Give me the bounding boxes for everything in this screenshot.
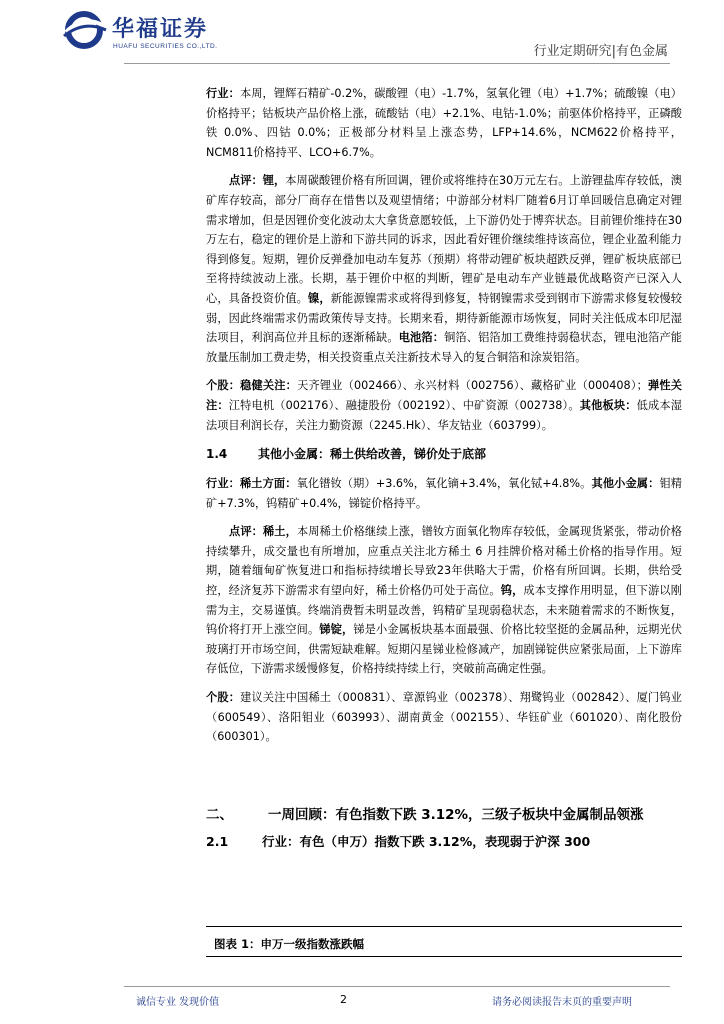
industry-text: 钼精矿+7.3%，钨精矿+0.4%，锑锭价格持平。 — [206, 477, 682, 510]
section-title: 行业：有色（申万）指数下跌 3.12%，表现弱于沪深 300 — [262, 834, 591, 849]
minor-stocks-paragraph — [206, 688, 682, 747]
industry-label: 行业： — [206, 87, 240, 100]
comment-text: 新能源镍需求或将得到修复，特钢镍需求受到钢市下游需求修复较慢较弱，因此终端需求仍需政策传导支持。长期来看，期待新能源市场恢复，同时关注低成本印尼湿法项目，利润高位并且标的逐渐稀缺。 — [206, 291, 682, 345]
figure-title: 图表 1：申万一级指数涨跌幅 — [214, 937, 365, 951]
industry-label: 行业： — [206, 477, 240, 491]
comment-label: 点评：稀土， — [229, 525, 297, 539]
section-heading-2-1 — [206, 832, 590, 850]
comment-text: 铜箔、铝箔加工费维持弱稳状态，锂电池箔产能放量压制加工费走势，相关投资重点关注新技术导入的复合铜箔和涂炭铝箔。 — [206, 331, 682, 364]
footer-slogan: 诚信专业 发现价值 — [136, 997, 220, 1008]
comment-text: 本周碳酸锂价格有所回调，锂价或将维持在30万元左右。上游锂盐库存较低，澳矿库存较高，部分厂商存在惜售以及观望情绪；中游部分材料厂随着6月订单回暖信息确定对锂需求增加，但是因锂价变化波动太大拿货意愿较低，上下游仍处于博弈状态。目前锂价维持在30万左右，稳定的锂价是上游和下游共同的诉求，因此看好锂价继续维持该高位，锂企业盈利能力得到修复。短期，锂价反弹叠加电动车复苏（预期）将带动锂矿板块超跌反弹，锂矿板块底部已至将持续波动上涨。长期，基于锂价中枢的判断，锂矿是电动车产业链最优战略资产已深入人心，具备投资价值。 — [206, 174, 682, 305]
industry-text: 氧化镨钕（期）+3.6%，氧化镝+3.4%，氧化铽+4.8%。 — [296, 477, 592, 491]
figure-title-rule — [206, 956, 682, 957]
comment-text: 本周稀土价格继续上涨，镨钕方面氧化物库存较低，金属现货紧张，带动价格持续攀升，成交量也有所增加，应重点关注北方稀土 6 月挂牌价格对稀土价格的指导作用。短期，随着缅甸矿恢复进口和指标持续增长导致23年供略大于需，价格有所回调。长期，供给受控，经济复苏下游需求有望向好，稀土价格仍可处于高位。 — [206, 525, 682, 598]
page-header — [0, 0, 724, 70]
figure-top-rule — [206, 926, 682, 927]
lithium-stocks-paragraph — [206, 376, 682, 435]
main-content — [206, 84, 682, 756]
comment-text: 成本支撑作用明显，但下游以刚需为主，交易谨慎。终端消费暂未明显改善，钨精矿呈现弱稳状态，未来随着需求的不断恢复，钨价将打开上涨空间。 — [206, 584, 682, 637]
tungsten-label: 钨， — [500, 584, 524, 598]
other-sector-label: 其他板块： — [579, 398, 637, 412]
steady-label: 稳健关注： — [240, 379, 298, 393]
industry-text: 本周，锂辉石精矿-0.2%，碳酸锂（电）-1.7%，氢氧化锂（电）+1.7%；硫酸镍（电）价格持平；钴板块产品价格上涨，硫酸钴（电）+2.1%、电钴-1.0%；前驱体价格持平，正磷酸铁 0.0%、四钴 0.0%；正极部分材料呈上涨态势，LFP+14.6%，NCM622价格持平，NCM811价格持平、LCO+6.7%。 — [206, 87, 682, 159]
section-heading-1-4 — [206, 444, 682, 464]
other-sector-text: 低成本湿法项目利润长存，关注力勤资源（2245.Hk）、华友钴业（603799）。 — [206, 398, 682, 432]
stocks-text: 建议关注中国稀土（000831）、章源钨业（002378）、翔鹭钨业（002842）、厦门钨业（600549）、洛阳钼业（603993）、湖南黄金（002155）、华钰矿业（601020）、南化股份（600301）。 — [206, 691, 682, 744]
section-number: 2.1 — [206, 834, 229, 849]
huafu-logo-icon — [62, 10, 108, 50]
antimony-label: 锑锭， — [319, 623, 354, 637]
comment-text: 锑是小金属板块基本面最强、价格比较坚挺的金属品种，远期光伏玻璃打开市场空间，供需短缺难解。短期闪星锑业检修减产，加剧锑锭供应紧张局面，上下游库存低位，下游需求缓慢修复，价格持续持续上行，突破前高确定性强。 — [206, 623, 682, 676]
rare-earth-label: 稀土方面： — [239, 477, 297, 491]
brand-name-en: HUAFU SECURITIES CO.,LTD. — [113, 43, 218, 50]
comment-label: 点评：锂， — [229, 174, 286, 188]
stocks-label: 个股： — [206, 691, 241, 705]
section-title: 其他小金属：稀土供给改善，锑价处于底部 — [258, 447, 487, 462]
steady-text: 天齐锂业（002466）、永兴材料（002756）、藏格矿业（000408）； — [297, 379, 648, 393]
header-divider — [124, 63, 670, 64]
footer-disclaimer: 请务必阅读报告末页的重要声明 — [492, 997, 632, 1008]
lithium-comment-paragraph — [206, 171, 682, 367]
lithium-industry-paragraph — [206, 84, 682, 162]
nickel-label: 镍， — [308, 291, 331, 305]
minor-comment-paragraph — [206, 522, 682, 679]
brand-name: 华福证券 — [112, 16, 209, 42]
footer-divider — [124, 986, 670, 987]
section-number: 1.4 — [206, 447, 228, 462]
other-minor-label: 其他小金属： — [591, 477, 660, 491]
minor-industry-paragraph — [206, 474, 682, 513]
section-heading-2 — [206, 803, 644, 823]
page-number: 2 — [340, 993, 347, 1006]
stocks-label: 个股： — [206, 379, 241, 393]
foil-label: 电池箔： — [398, 331, 445, 345]
elastic-label: 弹性关注： — [206, 379, 682, 412]
section-number: 二、 — [206, 807, 233, 823]
elastic-text: 江特电机（002176）、融捷股份（002192）、中矿资源（002738）。 — [228, 398, 580, 412]
section-title: 一周回顾：有色指数下跌 3.12%，三级子板块中金属制品领涨 — [268, 807, 644, 823]
report-type: 行业定期研究|有色金属 — [533, 44, 668, 59]
